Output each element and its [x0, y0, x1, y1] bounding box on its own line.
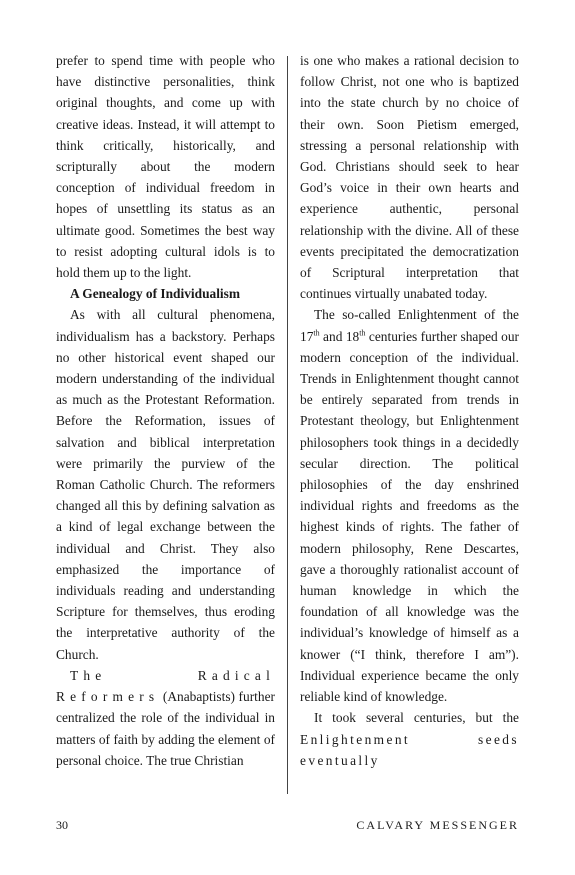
column-divider: [287, 56, 288, 794]
section-heading: A Genealogy of Individualism: [70, 286, 241, 302]
body-paragraph: [300, 707, 519, 771]
body-paragraph: is one who makes a rational decision to follow Christ, not one who is baptized into the state church by no choice of their own. Soon Pietism emerged, stressing a personal relationship with God. Christians should seek to hear God’s voice in their own hearts and experience authentic, personal relationship with the divine. All of these events precipitated the democratization of Scriptural interpretation that continues virtually unabated today.: [300, 53, 519, 302]
right-column: [300, 50, 519, 771]
body-text-span: The so-called Enlightenment of the 17: [300, 307, 519, 344]
body-paragraph: [300, 304, 519, 707]
body-paragraph: [56, 665, 275, 771]
page-number: 30: [56, 818, 68, 832]
running-title: CALVARY MESSENGER: [356, 818, 519, 832]
body-text-span: and 18: [319, 328, 360, 344]
body-text-span: Enlightenment seeds eventually: [300, 731, 519, 768]
superscript: th: [313, 328, 320, 338]
page-footer: [56, 818, 519, 838]
body-paragraph: As with all cultural phenomena, individualism has a backstory. Perhaps no other historical event shaped our modern understanding of the individual as much as the Protestant Reformation. Before the Reformation, issues of salvation and biblical interpretation were primarily the purview of the Roman Catholic Church. The reformers changed all this by defining salvation as a kind of legal exchange between the individual and Christ. They also emphasized the importance of individuals reading and understanding Scripture for themselves, thus eroding the interpretative authority of the Church.: [56, 307, 275, 662]
body-text-span: The Radical Reformers: [56, 667, 275, 705]
left-column: [56, 50, 275, 771]
body-text-span: (Anabaptists) further centralized the role of the individual in matters of faith by adding the element of personal choice. The true Christian: [56, 689, 275, 768]
body-paragraph: prefer to spend time with people who have distinctive personalities, think original thoughts, and come up with creative ideas. Instead, it will attempt to think critically, historically, and scripturally about the modern conception of individual freedom in hopes of unsettling its status as an ultimate good. Sometimes the best way to resist adopting cultural idols is to hold them up to the light.: [56, 53, 275, 281]
superscript: th: [359, 328, 366, 338]
body-text-span: centuries further shaped our modern conception of the individual. Trends in Enlightenment thought cannot be entirely separated from trends in Protestant theology, but Enlightenment philosophers took things in a decidedly secular direction. The political philosophies of the day enshrined individual rights and freedoms as the highest kinds of rights. The father of modern philosophy, Rene Descartes, gave a thoroughly rationalist account of human knowledge in which the foundation of all knowledge was the individual’s knowledge of himself as a knower (“I think, therefore I am”). Individual experience became the only reliable kind of knowledge.: [300, 328, 519, 705]
body-text-span: It took several centuries, but the: [314, 710, 519, 726]
